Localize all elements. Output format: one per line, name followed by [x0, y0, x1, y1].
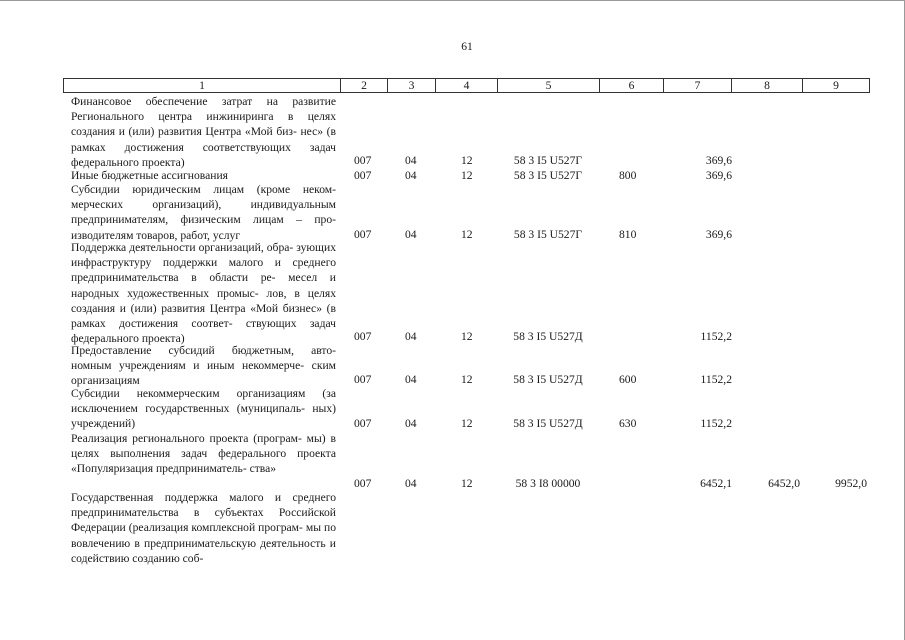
- row-item-code: 12: [461, 169, 473, 182]
- row-amount-col7: 6452,1: [700, 477, 732, 490]
- header-col-9: 9: [833, 79, 839, 92]
- row-expense-type: 630: [619, 417, 637, 430]
- row-description: Иные бюджетные ассигнования: [71, 169, 228, 182]
- row-target-code: 58 3 I8 00000: [515, 477, 581, 490]
- row-target-code: 58 3 I5 U527Д: [513, 373, 583, 386]
- row-item-code: 12: [461, 373, 473, 386]
- row-expense-type: 600: [619, 373, 637, 386]
- row-target-code: 58 3 I5 U527Г: [513, 169, 583, 182]
- row-target-code: 58 3 I5 U527Д: [513, 417, 583, 430]
- row-amount-col9: 9952,0: [835, 477, 867, 490]
- row-description: Реализация регионального проекта (програм- мы) в целях выполнения задач федерального проекта «Популяризация предприниматель- ства»: [71, 432, 336, 476]
- row-subsection-code: 04: [405, 154, 417, 167]
- row-target-code: 58 3 I5 U527Д: [513, 330, 583, 343]
- row-subsection-code: 04: [405, 477, 417, 490]
- page-number: 61: [461, 40, 473, 53]
- row-description: Финансовое обеспечение затрат на развитие Регионального центра инжиниринга в целях создания и (или) развития Центра «Мой биз- нес» (в рамках достижения соответствующих задач федерального проекта): [71, 95, 336, 169]
- row-item-code: 12: [461, 228, 473, 241]
- row-section-code: 007: [354, 228, 372, 241]
- row-description: Предоставление субсидий бюджетным, авто- номным учреждениям и иным некоммерче- ским организациям: [71, 344, 336, 388]
- row-section-code: 007: [354, 417, 372, 430]
- header-col-3: 3: [388, 79, 436, 92]
- row-section-code: 007: [354, 373, 372, 386]
- row-section-code: 007: [354, 154, 372, 167]
- page-top-border: [0, 0, 905, 1]
- header-col-6: 6: [600, 79, 664, 92]
- row-target-code: 58 3 I5 U527Г: [513, 228, 583, 241]
- row-description: Поддержка деятельности организаций, обра- зующих инфраструктуру поддержки малого и среднего предпринимательства в области ре- месел и народных художественных промыс- лов, в целях создания и (или) развития Центра «Мой бизнес» (в рамках достижения соответ- ствующих задач федерального проекта): [71, 241, 336, 346]
- row-subsection-code: 04: [405, 373, 417, 386]
- row-amount-col8: 6452,0: [768, 477, 800, 490]
- row-expense-type: 800: [619, 169, 637, 182]
- row-item-code: 12: [461, 154, 473, 167]
- row-description: Субсидии некоммерческим организациям (за исключением государственных (муниципаль- ных) учреждений): [71, 387, 336, 431]
- row-section-code: 007: [354, 477, 372, 490]
- header-col-5: 5: [498, 79, 600, 92]
- header-col-7: 7: [664, 79, 732, 92]
- row-expense-type: 810: [619, 228, 637, 241]
- row-amount-col7: 1152,2: [700, 373, 732, 386]
- row-amount-col7: 1152,2: [700, 330, 732, 343]
- row-target-code: 58 3 I5 U527Г: [513, 154, 583, 167]
- row-subsection-code: 04: [405, 330, 417, 343]
- row-subsection-code: 04: [405, 228, 417, 241]
- header-col-8: 8: [732, 79, 803, 92]
- row-item-code: 12: [461, 330, 473, 343]
- row-subsection-code: 04: [405, 169, 417, 182]
- header-col-4: 4: [436, 79, 498, 92]
- table-header: [63, 78, 870, 93]
- row-amount-col7: 369,6: [705, 169, 732, 182]
- row-description: Государственная поддержка малого и среднего предпринимательства в субъектах Российской Федерации (реализация комплексной програм- мы по вовлечению в предпринимательскую деятельность и содействию созданию соб-: [71, 491, 336, 565]
- row-subsection-code: 04: [405, 417, 417, 430]
- row-description: Субсидии юридическим лицам (кроме неком- мерческих организаций), индивидуальным предпринимателям, физическим лицам – про- изводителям товаров, работ, услуг: [71, 183, 336, 242]
- row-amount-col7: 369,6: [705, 228, 732, 241]
- row-item-code: 12: [461, 417, 473, 430]
- row-section-code: 007: [354, 169, 372, 182]
- row-section-code: 007: [354, 330, 372, 343]
- header-col-2: 2: [341, 79, 388, 92]
- row-amount-col7: 1152,2: [700, 417, 732, 430]
- row-item-code: 12: [461, 477, 473, 490]
- row-amount-col7: 369,6: [705, 154, 732, 167]
- header-col-1: 1: [64, 79, 341, 92]
